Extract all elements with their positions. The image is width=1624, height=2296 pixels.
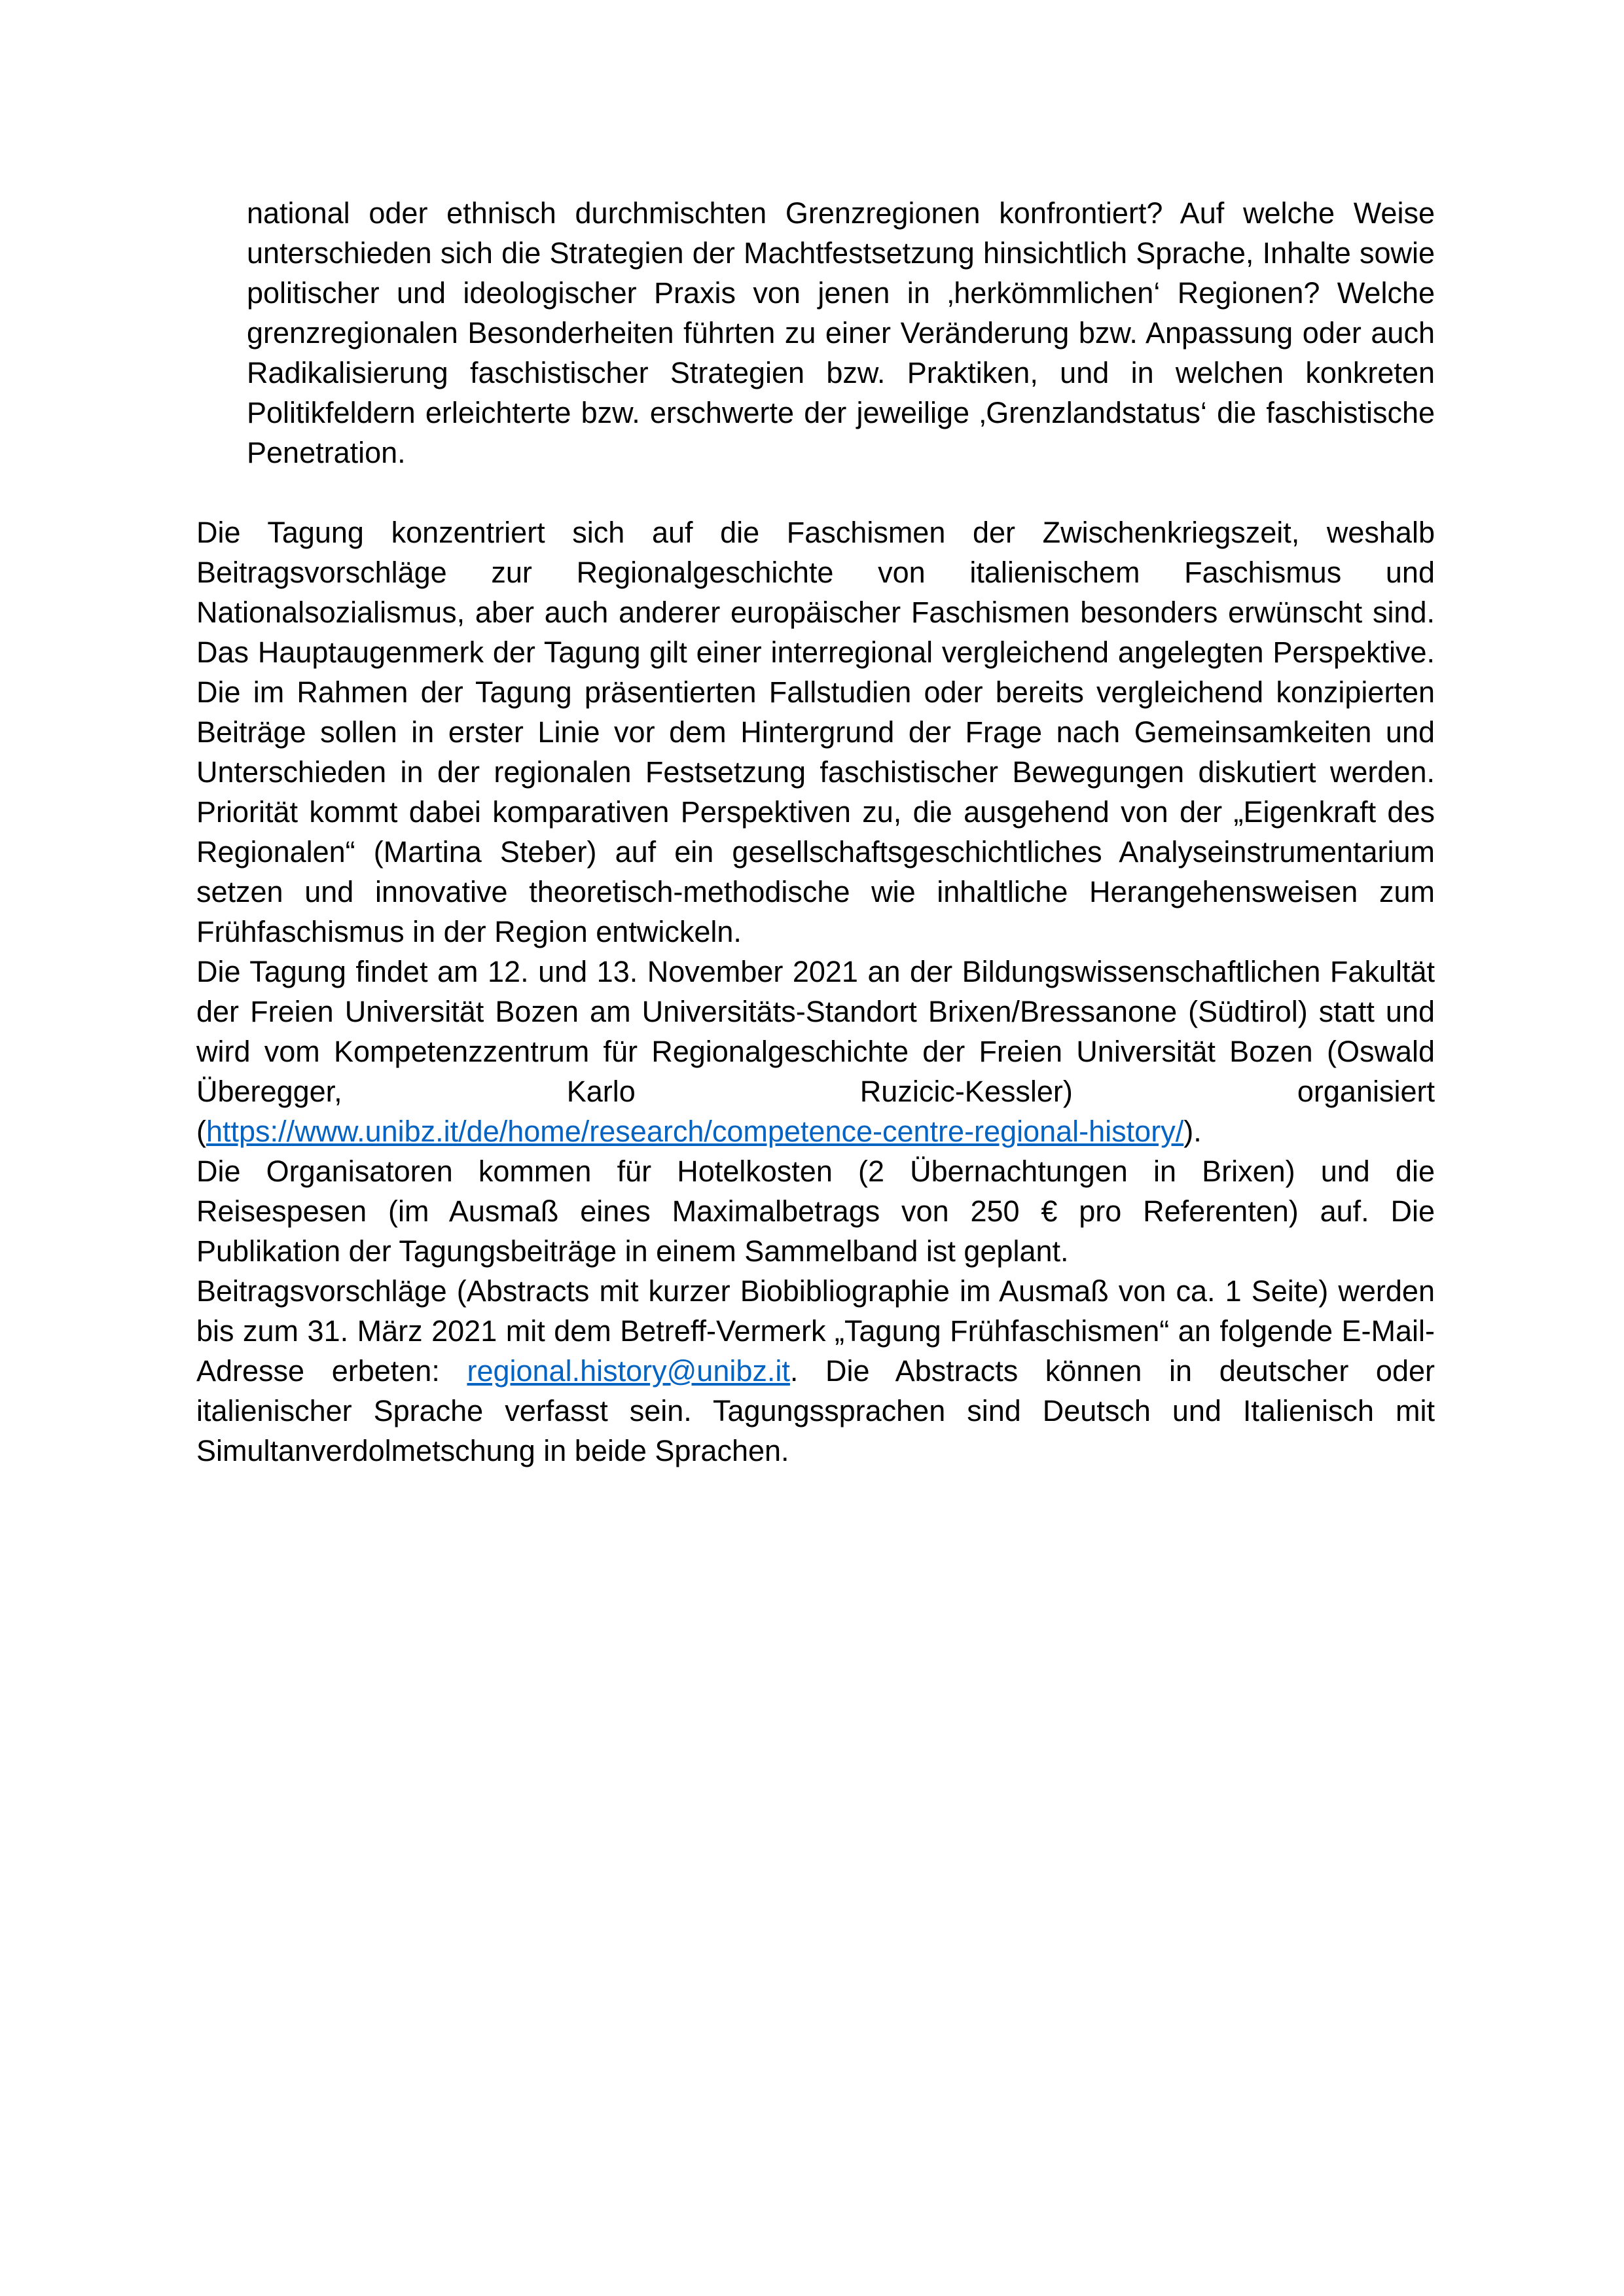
venue-link-close: ). [1183, 1115, 1202, 1148]
indented-paragraph: national oder ethnisch durchmischten Grenzregionen konfrontiert? Auf welche Weise unterschieden sich die Strategien der Machtfestsetzung hinsichtlich Sprache, Inhalte sowie politischer und ideologischer Praxis von jenen in ‚herkömmlichen‘ Regionen? Welche grenzregionalen Besonderheiten führten zu einer Veränderung bzw. Anpassung oder auch Radikalisierung faschistischer Strategien bzw. Praktiken, und in welchen konkreten Politikfeldern erleichterte bzw. erschwerte der jeweilige ‚Grenzlandstatus‘ die faschistische Penetration. [247, 196, 1435, 469]
paragraph-venue [196, 952, 1435, 1151]
paragraph-submission-text: Beitragsvorschläge (Abstracts mit kurzer Biobibliographie im Ausmaß von ca. 1 Seite) werden bis zum 31. März 2021 mit dem Betreff-Vermerk „Tagung Frühfaschismen“ an folgende E-Mail-Adresse erbeten: [196, 1274, 1435, 1388]
paragraph-venue-text: Die Tagung findet am 12. und 13. November 2021 an der Bildungswissenschaftlichen Fakultät der Freien Universität Bozen am Universitäts-Standort Brixen/Bressanone (Südtirol) statt und wird vom Kompetenzzentrum für Regionalgeschichte der Freien Universität Bozen (Oswald Überegger, Karlo Ruzicic-Kessler) organisiert [196, 955, 1435, 1108]
paragraph-costs: Die Organisatoren kommen für Hotelkosten (2 Übernachtungen in Brixen) und die Reisespesen (im Ausmaß eines Maximalbetrags von 250 € pro Referenten) auf. Die Publikation der Tagungsbeiträge in einem Sammelband ist geplant. [196, 1155, 1435, 1268]
paragraph-submission [196, 1271, 1435, 1471]
submission-email-link[interactable]: regional.history@unibz.it [467, 1354, 790, 1388]
paragraph-submission-tail: . Die Abstracts können in deutscher oder italienischer Sprache verfasst sein. Tagungssprachen sind Deutsch und Italienisch mit Simultanverdolmetschung in beide Sprachen. [196, 1354, 1435, 1467]
paragraph-focus: Die Tagung konzentriert sich auf die Faschismen der Zwischenkriegszeit, weshalb Beitragsvorschläge zur Regionalgeschichte von italienischem Faschismus und Nationalsozialismus, aber auch anderer europäischer Faschismen besonders erwünscht sind. Das Hauptaugenmerk der Tagung gilt einer interregional vergleichend angelegten Perspektive. Die im Rahmen der Tagung präsentierten Fallstudien oder bereits vergleichend konzipierten Beiträge sollen in erster Linie vor dem Hintergrund der Frage nach Gemeinsamkeiten und Unterschieden in der regionalen Festsetzung faschistischer Bewegungen diskutiert werden. Priorität kommt dabei komparativen Perspektiven zu, die ausgehend von der „Eigenkraft des Regionalen“ (Martina Steber) auf ein gesellschaftsgeschichtliches Analyseinstrumentarium setzen und innovative theoretisch-methodische wie inhaltliche Herangehensweisen zum Frühfaschismus in der Region entwickeln. [196, 516, 1435, 948]
venue-link-open: ( [196, 1115, 206, 1148]
document-body [196, 193, 1435, 1471]
venue-link[interactable]: https://www.unibz.it/de/home/research/competence-centre-regional-history/ [206, 1115, 1184, 1148]
